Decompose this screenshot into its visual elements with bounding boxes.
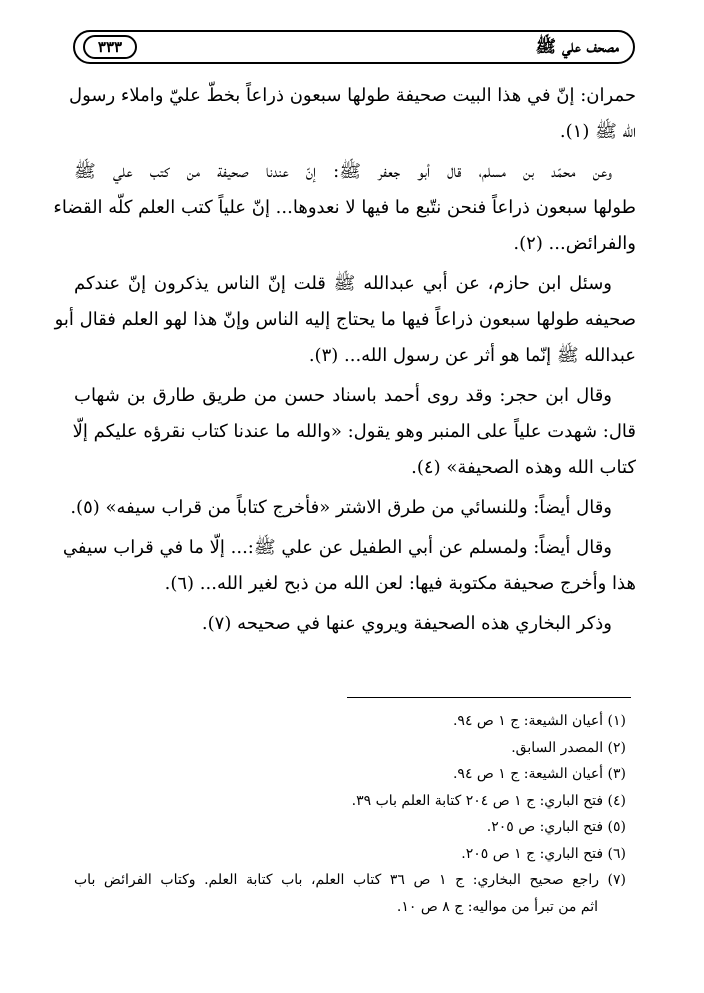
text-line: وقال ابن حجر: وقد روى أحمد باسناد حسن من طريق طارق بن شهاب: [74, 385, 612, 406]
footnote-line: (٦) فتح الباري: ج ١ ص ٢٠٥.: [461, 845, 626, 862]
header-title: مصحف علي ﷺ: [535, 37, 619, 57]
footnote-line: (٢) المصدر السابق.: [511, 739, 626, 756]
text-line: حمران: إنّ في هذا البيت صحيفة طولها سبعون ذراعاً بخطّ عليّ واملاء رسول: [69, 85, 636, 106]
text-line: الله ﷺ (١).: [559, 121, 636, 142]
text-line: صحيفه طولها سبعون ذراعاً فيها ما يحتاج إليه الناس وإنّ هذا لهو العلم فقال أبو: [54, 309, 636, 330]
text-line: والفرائض... (٢).: [513, 233, 636, 254]
footnote-line: اثم من تبرأ من مواليه: ج ٨ ص ١٠.: [396, 898, 598, 915]
footnote-separator: [347, 697, 631, 698]
running-header: [73, 30, 635, 64]
text-line: كتاب الله وهذه الصحيفة» (٤).: [411, 457, 636, 478]
footnote-line: (٣) أعيان الشيعة: ج ١ ص ٩٤.: [452, 766, 626, 782]
footnote-line: (١) أعيان الشيعة: ج ١ ص ٩٤.: [452, 713, 626, 729]
main-text: [53, 78, 636, 642]
footnote-line: (٤) فتح الباري: ج ١ ص ٢٠٤ كتابة العلم باب ٣٩.: [351, 792, 626, 809]
footnote-line: (٧) راجع صحيح البخاري: ج ١ ص ٣٦ كتاب العلم، باب كتابة العلم. وكتاب الفرائض باب: [74, 872, 627, 888]
text-line: عبدالله ﷺ إنّما هو أثر عن رسول الله... (٣).: [308, 345, 636, 366]
page-number: ٣٣٣: [83, 35, 137, 59]
text-line: قال: شهدت علياً على المنبر وهو يقول: «والله ما عندنا كتاب نقرؤه عليكم إلّا: [72, 421, 636, 442]
text-line: هذا وأخرج صحيفة مكتوبة فيها: لعن الله من ذبح لغير الله... (٦).: [164, 573, 636, 594]
text-line: طولها سبعون ذراعاً فنحن نتّبع ما فيها لا نعدوها... إنّ علياً كتب العلم كلّه القضاء: [53, 197, 636, 218]
text-line: وذكر البخاري هذه الصحيفة ويروي عنها في صحيحه (٧).: [201, 613, 612, 634]
footnotes: [74, 708, 626, 920]
text-line: وقال أيضاً: ولمسلم عن أبي الطفيل عن علي ﷺ:... إلّا ما في قراب سيفي: [62, 537, 612, 558]
text-line: وعن محمّد بن مسلم، قال أبو جعفر ﷺ: إنّ عندنا صحيفة من كتب علي ﷺ: [74, 161, 612, 182]
text-line: وقال أيضاً: وللنسائي من طرق الاشتر «فأخرج كتاباً من قراب سيفه» (٥).: [70, 497, 612, 518]
footnote-line: (٥) فتح الباري: ص ٢٠٥.: [486, 819, 626, 835]
text-line: وسئل ابن حازم، عن أبي عبدالله ﷺ قلت إنّ الناس يذكرون إنّ عندكم: [74, 273, 612, 294]
